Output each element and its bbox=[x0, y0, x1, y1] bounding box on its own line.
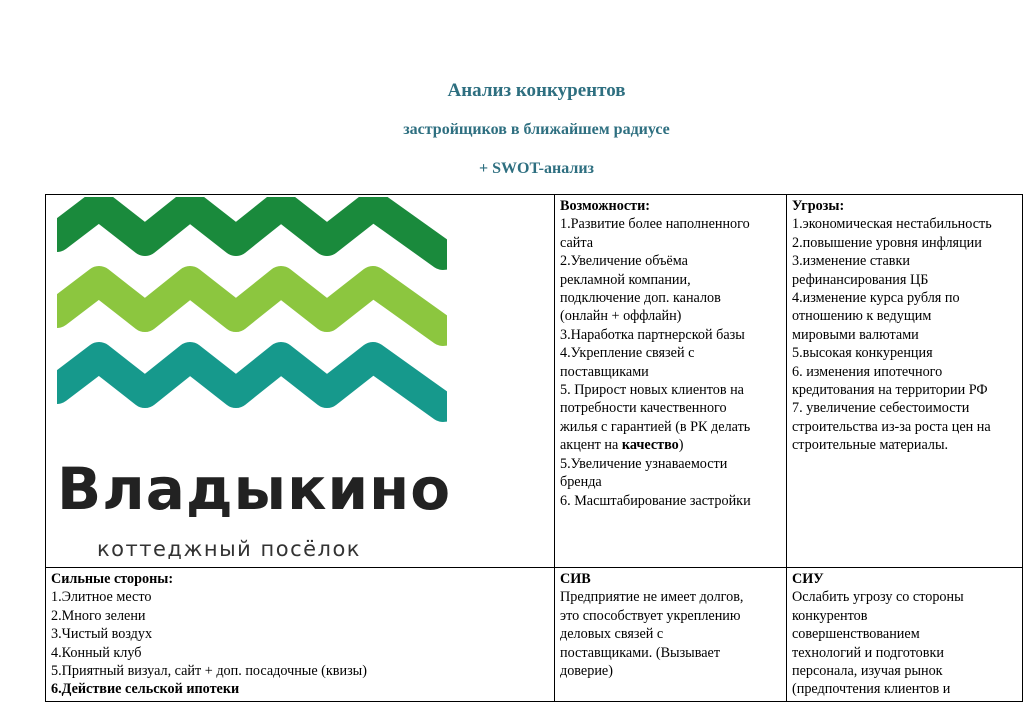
logo-brand-name: Владыкино bbox=[57, 455, 452, 523]
list-item: технологий и подготовки bbox=[792, 644, 944, 661]
siu-cell bbox=[787, 568, 1023, 702]
swot-row-bottom bbox=[46, 568, 1023, 702]
siv-title: СИВ bbox=[560, 571, 591, 587]
opportunities-cell bbox=[555, 195, 787, 568]
opportunities-title: Возможности: bbox=[560, 198, 650, 214]
accent-bold-word: качество bbox=[621, 437, 679, 454]
list-item: доверие) bbox=[560, 663, 613, 680]
list-item-bold: 6.Действие сельской ипотеки bbox=[51, 681, 240, 698]
list-item: Предприятие не имеет долгов, bbox=[560, 589, 744, 606]
strengths-cell bbox=[46, 568, 555, 702]
threats-title: Угрозы: bbox=[792, 198, 845, 214]
logo-waves-icon bbox=[57, 197, 447, 452]
accent-suffix: ) bbox=[678, 437, 684, 454]
list-item: потребности качественного bbox=[560, 400, 727, 417]
list-item: сайта bbox=[560, 234, 594, 251]
logo-cell bbox=[46, 195, 555, 568]
list-item: поставщиками. (Вызывает bbox=[560, 644, 721, 661]
list-item: 3.Наработка партнерской базы bbox=[560, 326, 745, 343]
list-item: 5.Увеличение узнаваемости bbox=[560, 455, 728, 472]
siu-title: СИУ bbox=[792, 571, 824, 587]
list-item: 2.Много зелени bbox=[51, 607, 146, 624]
list-item: отношению к ведущим bbox=[792, 308, 932, 325]
accent-prefix: акцент на bbox=[560, 437, 622, 454]
strengths-title: Сильные стороны: bbox=[51, 571, 174, 587]
list-item: 3.Чистый воздух bbox=[51, 626, 153, 643]
list-item: совершенствованием bbox=[792, 626, 920, 643]
list-item: 6. Масштабирование застройки bbox=[560, 492, 751, 509]
list-item: (онлайн + оффлайн) bbox=[560, 308, 682, 325]
list-item: 1.Развитие более наполненного bbox=[560, 216, 750, 233]
siv-cell bbox=[555, 568, 787, 702]
list-item: 7. увеличение себестоимости bbox=[792, 400, 970, 417]
list-item: 2.повышение уровня инфляции bbox=[792, 234, 982, 251]
swot-table bbox=[45, 194, 1023, 702]
page-title: Анализ конкурентов bbox=[447, 80, 626, 101]
list-item: подключение доп. каналов bbox=[560, 290, 721, 307]
threats-cell bbox=[787, 195, 1023, 568]
accent-line bbox=[560, 436, 781, 454]
list-item: 5.высокая конкуренция bbox=[792, 345, 933, 362]
list-item: рекламной компании, bbox=[560, 271, 691, 288]
list-item: 5. Прирост новых клиентов на bbox=[560, 382, 744, 399]
page-subtitle-swot: + SWOT-анализ bbox=[479, 160, 594, 177]
list-item: кредитования на территории РФ bbox=[792, 382, 988, 399]
list-item: строительства из-за роста цен на bbox=[792, 418, 991, 435]
list-item: деловых связей с bbox=[560, 626, 664, 643]
list-item: это способствует укреплению bbox=[560, 607, 741, 624]
logo-tagline: коттеджный посёлок bbox=[97, 537, 361, 561]
list-item: 1.экономическая нестабильность bbox=[792, 216, 992, 233]
list-item: 2.Увеличение объёма bbox=[560, 253, 688, 270]
list-item: персонала, изучая рынок bbox=[792, 663, 943, 680]
list-item: 4.Укрепление связей с bbox=[560, 345, 695, 362]
list-item: 4.Конный клуб bbox=[51, 644, 142, 661]
list-item: 3.изменение ставки bbox=[792, 253, 910, 270]
list-item: (предпочтения клиентов и bbox=[792, 681, 951, 698]
list-item: поставщиками bbox=[560, 363, 649, 380]
list-item: 4.изменение курса рубля по bbox=[792, 290, 960, 307]
swot-row-top bbox=[46, 195, 1023, 568]
list-item: жилья с гарантией (в РК делать bbox=[560, 418, 751, 435]
list-item: мировыми валютами bbox=[792, 326, 919, 343]
list-item: рефинансирования ЦБ bbox=[792, 271, 929, 288]
list-item: строительные материалы. bbox=[792, 437, 949, 454]
list-item: бренда bbox=[560, 474, 602, 491]
list-item: конкурентов bbox=[792, 607, 868, 624]
list-item: 5.Приятный визуал, сайт + доп. посадочные (квизы) bbox=[51, 663, 367, 680]
page-subtitle: застройщиков в ближайшем радиусе bbox=[403, 121, 670, 138]
list-item: 6. изменения ипотечного bbox=[792, 363, 943, 380]
list-item: 1.Элитное место bbox=[51, 589, 152, 606]
list-item: Ослабить угрозу со стороны bbox=[792, 589, 964, 606]
